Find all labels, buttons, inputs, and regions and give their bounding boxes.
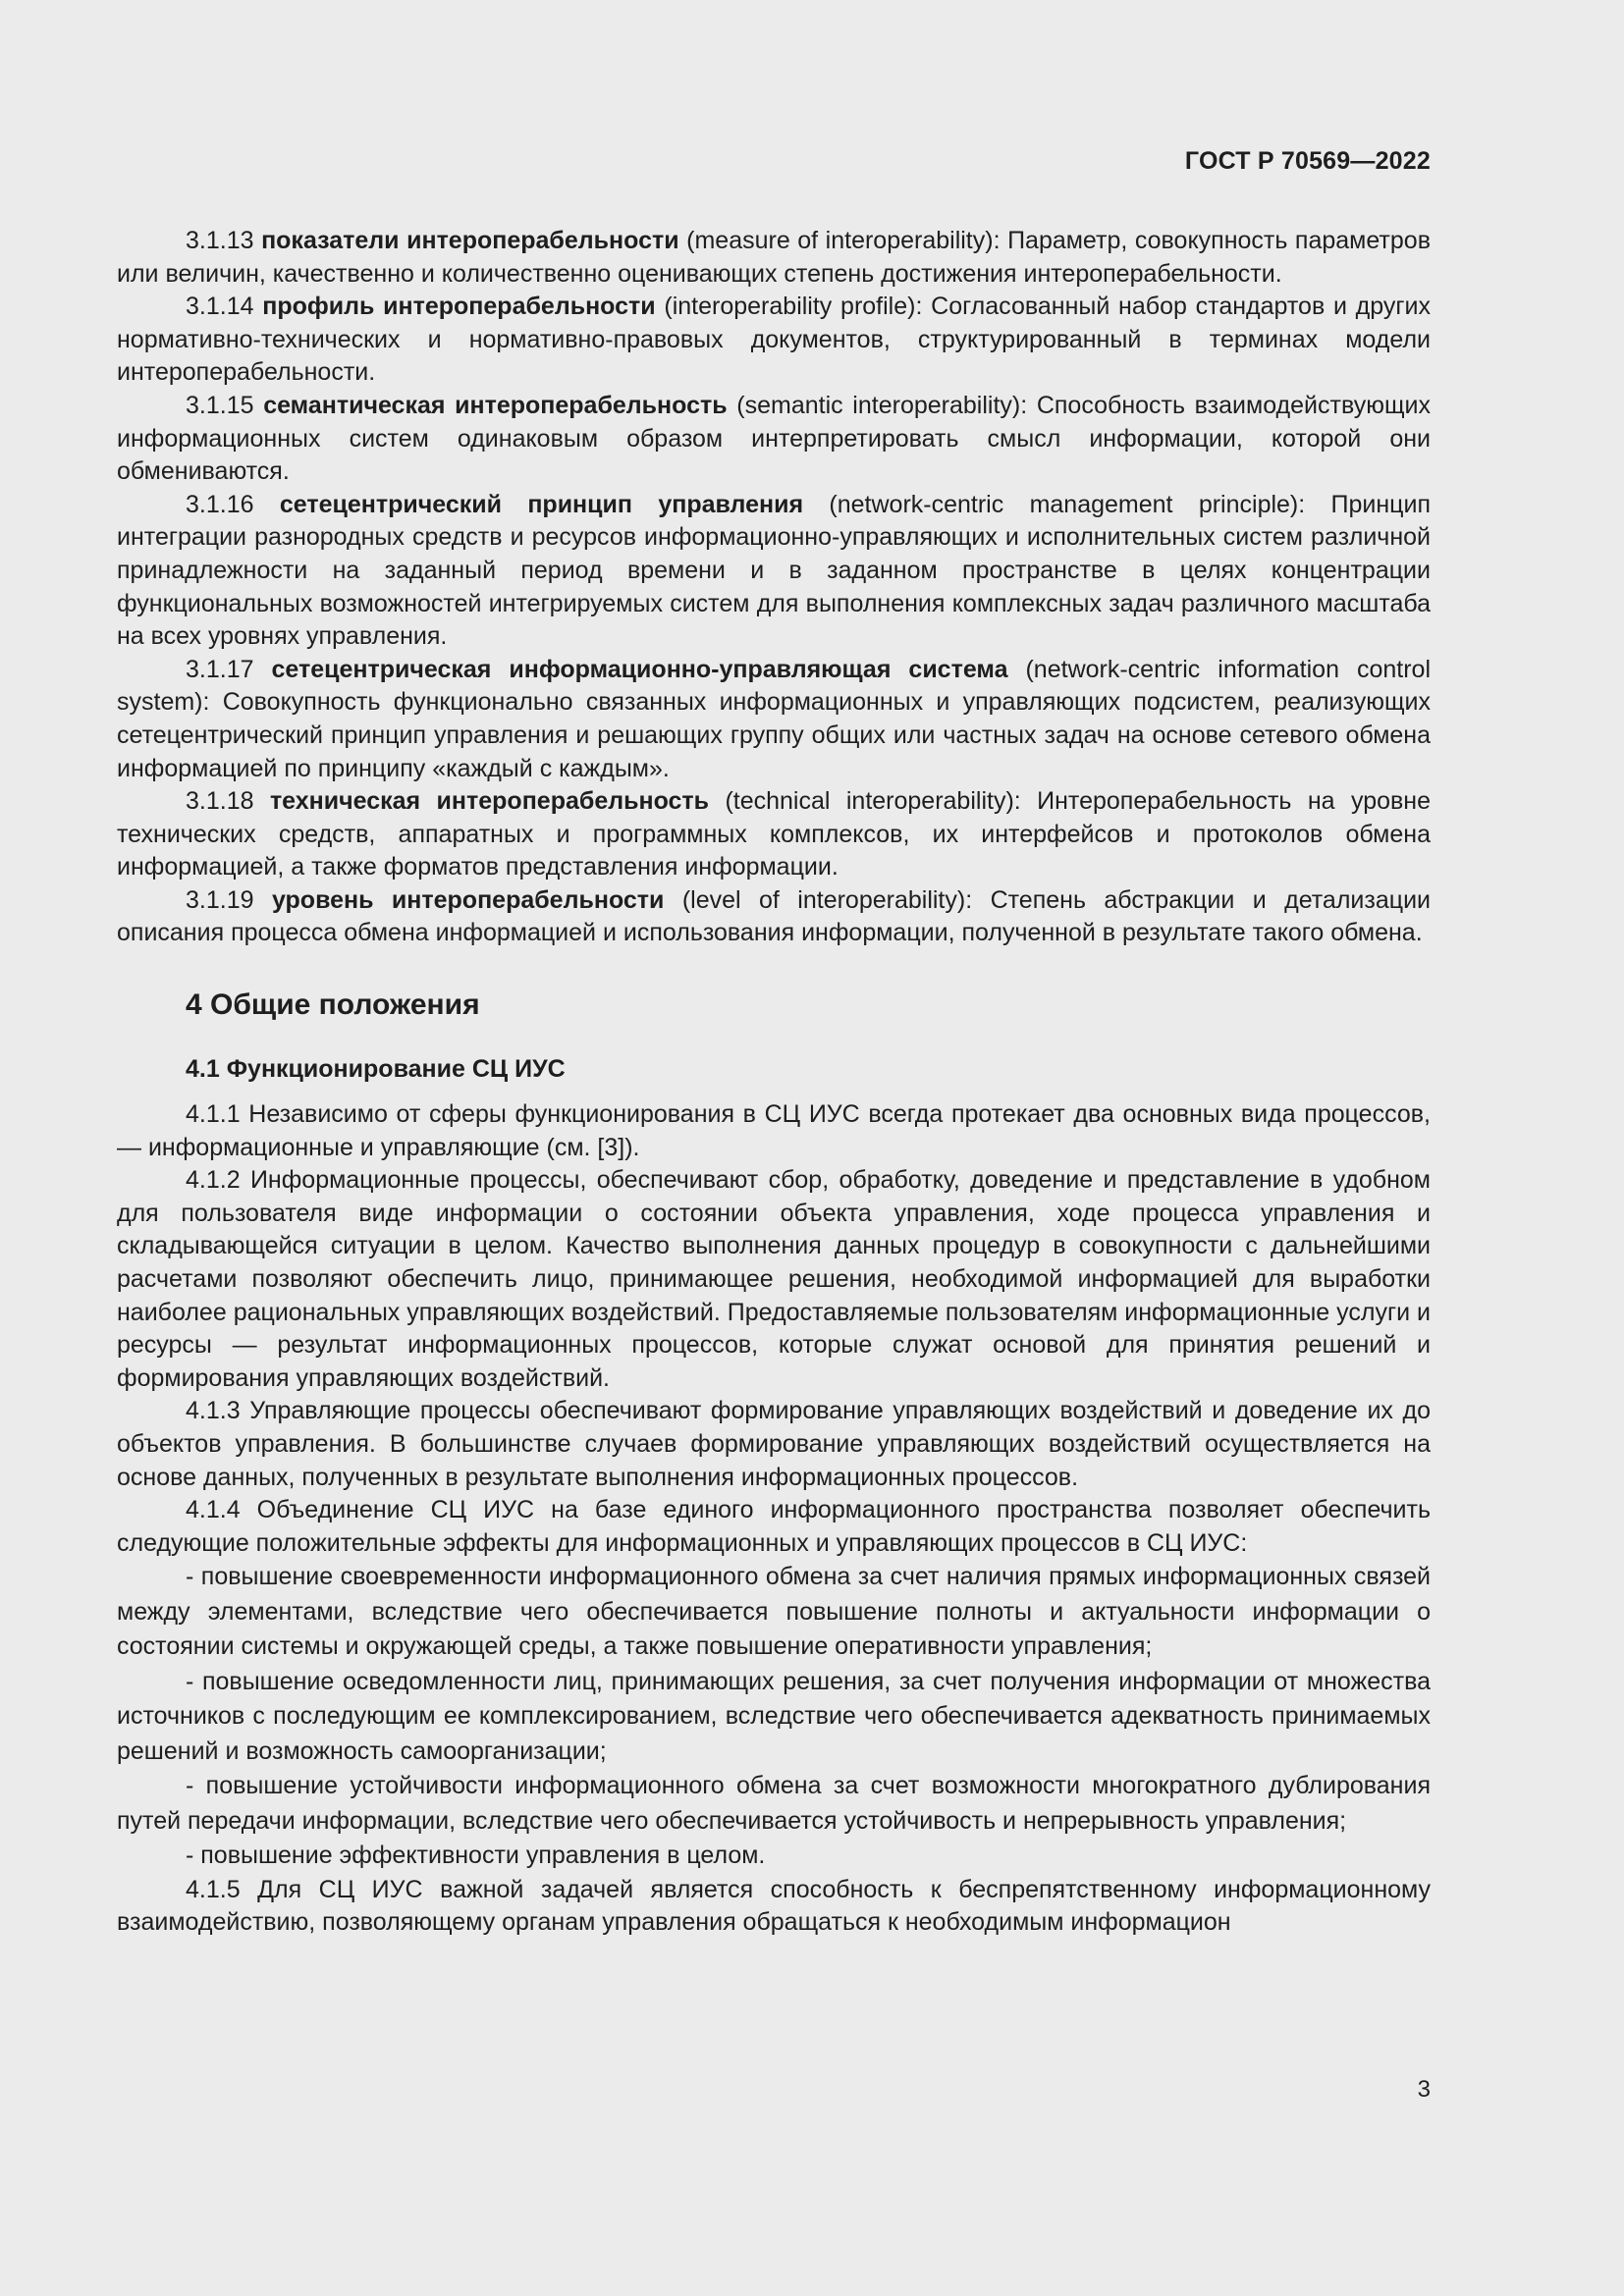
list-item: - повышение осведомленности лиц, принимающих решения, за счет получения информации от множества источников с последующим ее комплексированием, вследствие чего обеспечивается адекватность принимаемых решений и возможность самоорганизации;	[117, 1667, 1431, 1765]
term-name: уровень интероперабельности	[271, 885, 665, 914]
page-content	[117, 225, 1431, 1940]
term-definition: (level of interoperability): Степень абстракции и детализации описания процесса обмена информацией и использования информации, полученной в результате такого обмена.	[117, 885, 1432, 947]
section-4-heading: 4 Общие положения	[186, 988, 480, 1022]
term-number: 3.1.19	[186, 885, 254, 914]
paragraph-4-1-2: 4.1.2 Информационные процессы, обеспечивают сбор, обработку, доведение и представление в удобном для пользователя виде информации о состоянии объекта управления, ходе процесса управления и складывающейся ситуации в целом. Качество выполнения данных процедур в совокупности с дальнейшими расчетами позволяют обеспечить лицо, принимающее решения, необходимой информацией для выработки наиболее рациональных управляющих воздействий. Предоставляемые пользователям информационные услуги и ресурсы — результат информационных процессов, которые служат основой для принятия решений и формирования управляющих воздействий.	[117, 1166, 1431, 1392]
term-number: 3.1.17	[186, 655, 254, 683]
term-3-1-15	[117, 390, 1431, 489]
term-definition: (technical interoperability): Интероперабельность на уровне технических средств, аппаратных и программных комплексов, их интерфейсов и протоколов обмена информацией, а также форматов представления информации.	[117, 787, 1431, 881]
term-number: 3.1.15	[186, 391, 254, 419]
page-number: 3	[1417, 2076, 1431, 2103]
term-3-1-14	[117, 291, 1431, 390]
term-3-1-19	[117, 884, 1431, 950]
term-name: показатели интероперабельности	[261, 227, 679, 254]
term-name: сетецентрическая информационно-управляющая система	[271, 655, 1008, 683]
term-definition: (network-centric management principle): Принцип интеграции разнородных средств и ресурсов информационно-управляющих и исполнительных систем различной принадлежности на заданный период времени и в заданном пространстве в целях концентрации функциональных возможностей интегрируемых систем для выполнения комплексных задач различного масштаба на всех уровнях управления.	[117, 490, 1431, 651]
list-item: - повышение своевременности информационного обмена за счет наличия прямых информационных связей между элементами, вследствие чего обеспечивается повышение полноты и актуальности информации о состоянии системы и окружающей среды, а также повышение оперативности управления;	[117, 1563, 1431, 1661]
term-number: 3.1.16	[186, 490, 254, 518]
paragraph-4-1-4: 4.1.4 Объединение СЦ ИУС на базе единого информационного пространства позволяет обеспечить следующие положительные эффекты для информационных и управляющих процессов в СЦ ИУС:	[117, 1496, 1431, 1557]
term-name: техническая интероперабельность	[269, 787, 710, 816]
term-name: семантическая интероперабельность	[263, 391, 728, 419]
list-item: - повышение эффективности управления в целом.	[186, 1842, 766, 1870]
paragraph-4-1-1: 4.1.1 Независимо от сферы функционирования в СЦ ИУС всегда протекает два основных вида процессов, — информационные и управляющие (см. [3]).	[117, 1100, 1431, 1161]
term-number: 3.1.18	[186, 787, 254, 816]
term-3-1-13	[117, 225, 1431, 291]
term-number: 3.1.14	[186, 293, 254, 321]
term-number: 3.1.13	[186, 227, 254, 254]
term-3-1-16	[117, 489, 1431, 654]
term-3-1-18	[117, 785, 1431, 884]
paragraph-4-1-3: 4.1.3 Управляющие процессы обеспечивают формирование управляющих воздействий и доведение их до объектов управления. В большинстве случаев формирование управляющих воздействий осуществляется на основе данных, полученных в результате выполнения информационных процессов.	[117, 1397, 1431, 1491]
term-3-1-17	[117, 654, 1431, 785]
document-id-header: ГОСТ Р 70569—2022	[1184, 147, 1431, 175]
term-name: сетецентрический принцип управления	[279, 490, 804, 518]
term-definition: (semantic interoperability): Способность взаимодействующих информационных систем одинаковым образом интерпретировать смысл информации, которой они обмениваются.	[117, 391, 1431, 486]
paragraph-4-1-5: 4.1.5 Для СЦ ИУС важной задачей является способность к беспрепятственному информационному взаимодействию, позволяющему органам управления обращаться к необходимым информацион	[117, 1875, 1431, 1937]
subsection-4-1-heading: 4.1 Функционирование СЦ ИУС	[186, 1055, 566, 1084]
term-name: профиль интероперабельности	[262, 293, 656, 321]
term-definition: (measure of interoperability): Параметр, совокупность параметров или величин, качественно и количественно оценивающих степень достижения интероперабельности.	[117, 227, 1431, 288]
list-item: - повышение устойчивости информационного обмена за счет возможности многократного дублирования путей передачи информации, вследствие чего обеспечивается устойчивость и непрерывность управления;	[117, 1772, 1431, 1835]
term-definition: (interoperability profile): Согласованный набор стандартов и других нормативно-технических и нормативно-правовых документов, структурированный в терминах модели интероперабельности.	[117, 293, 1431, 387]
term-definition: (network-centric information control system): Совокупность функционально связанных информационных и управляющих подсистем, реализующих сетецентрический принцип управления и решающих группу общих или частных задач на основе сетевого обмена информацией по принципу «каждый с каждым».	[117, 655, 1432, 782]
